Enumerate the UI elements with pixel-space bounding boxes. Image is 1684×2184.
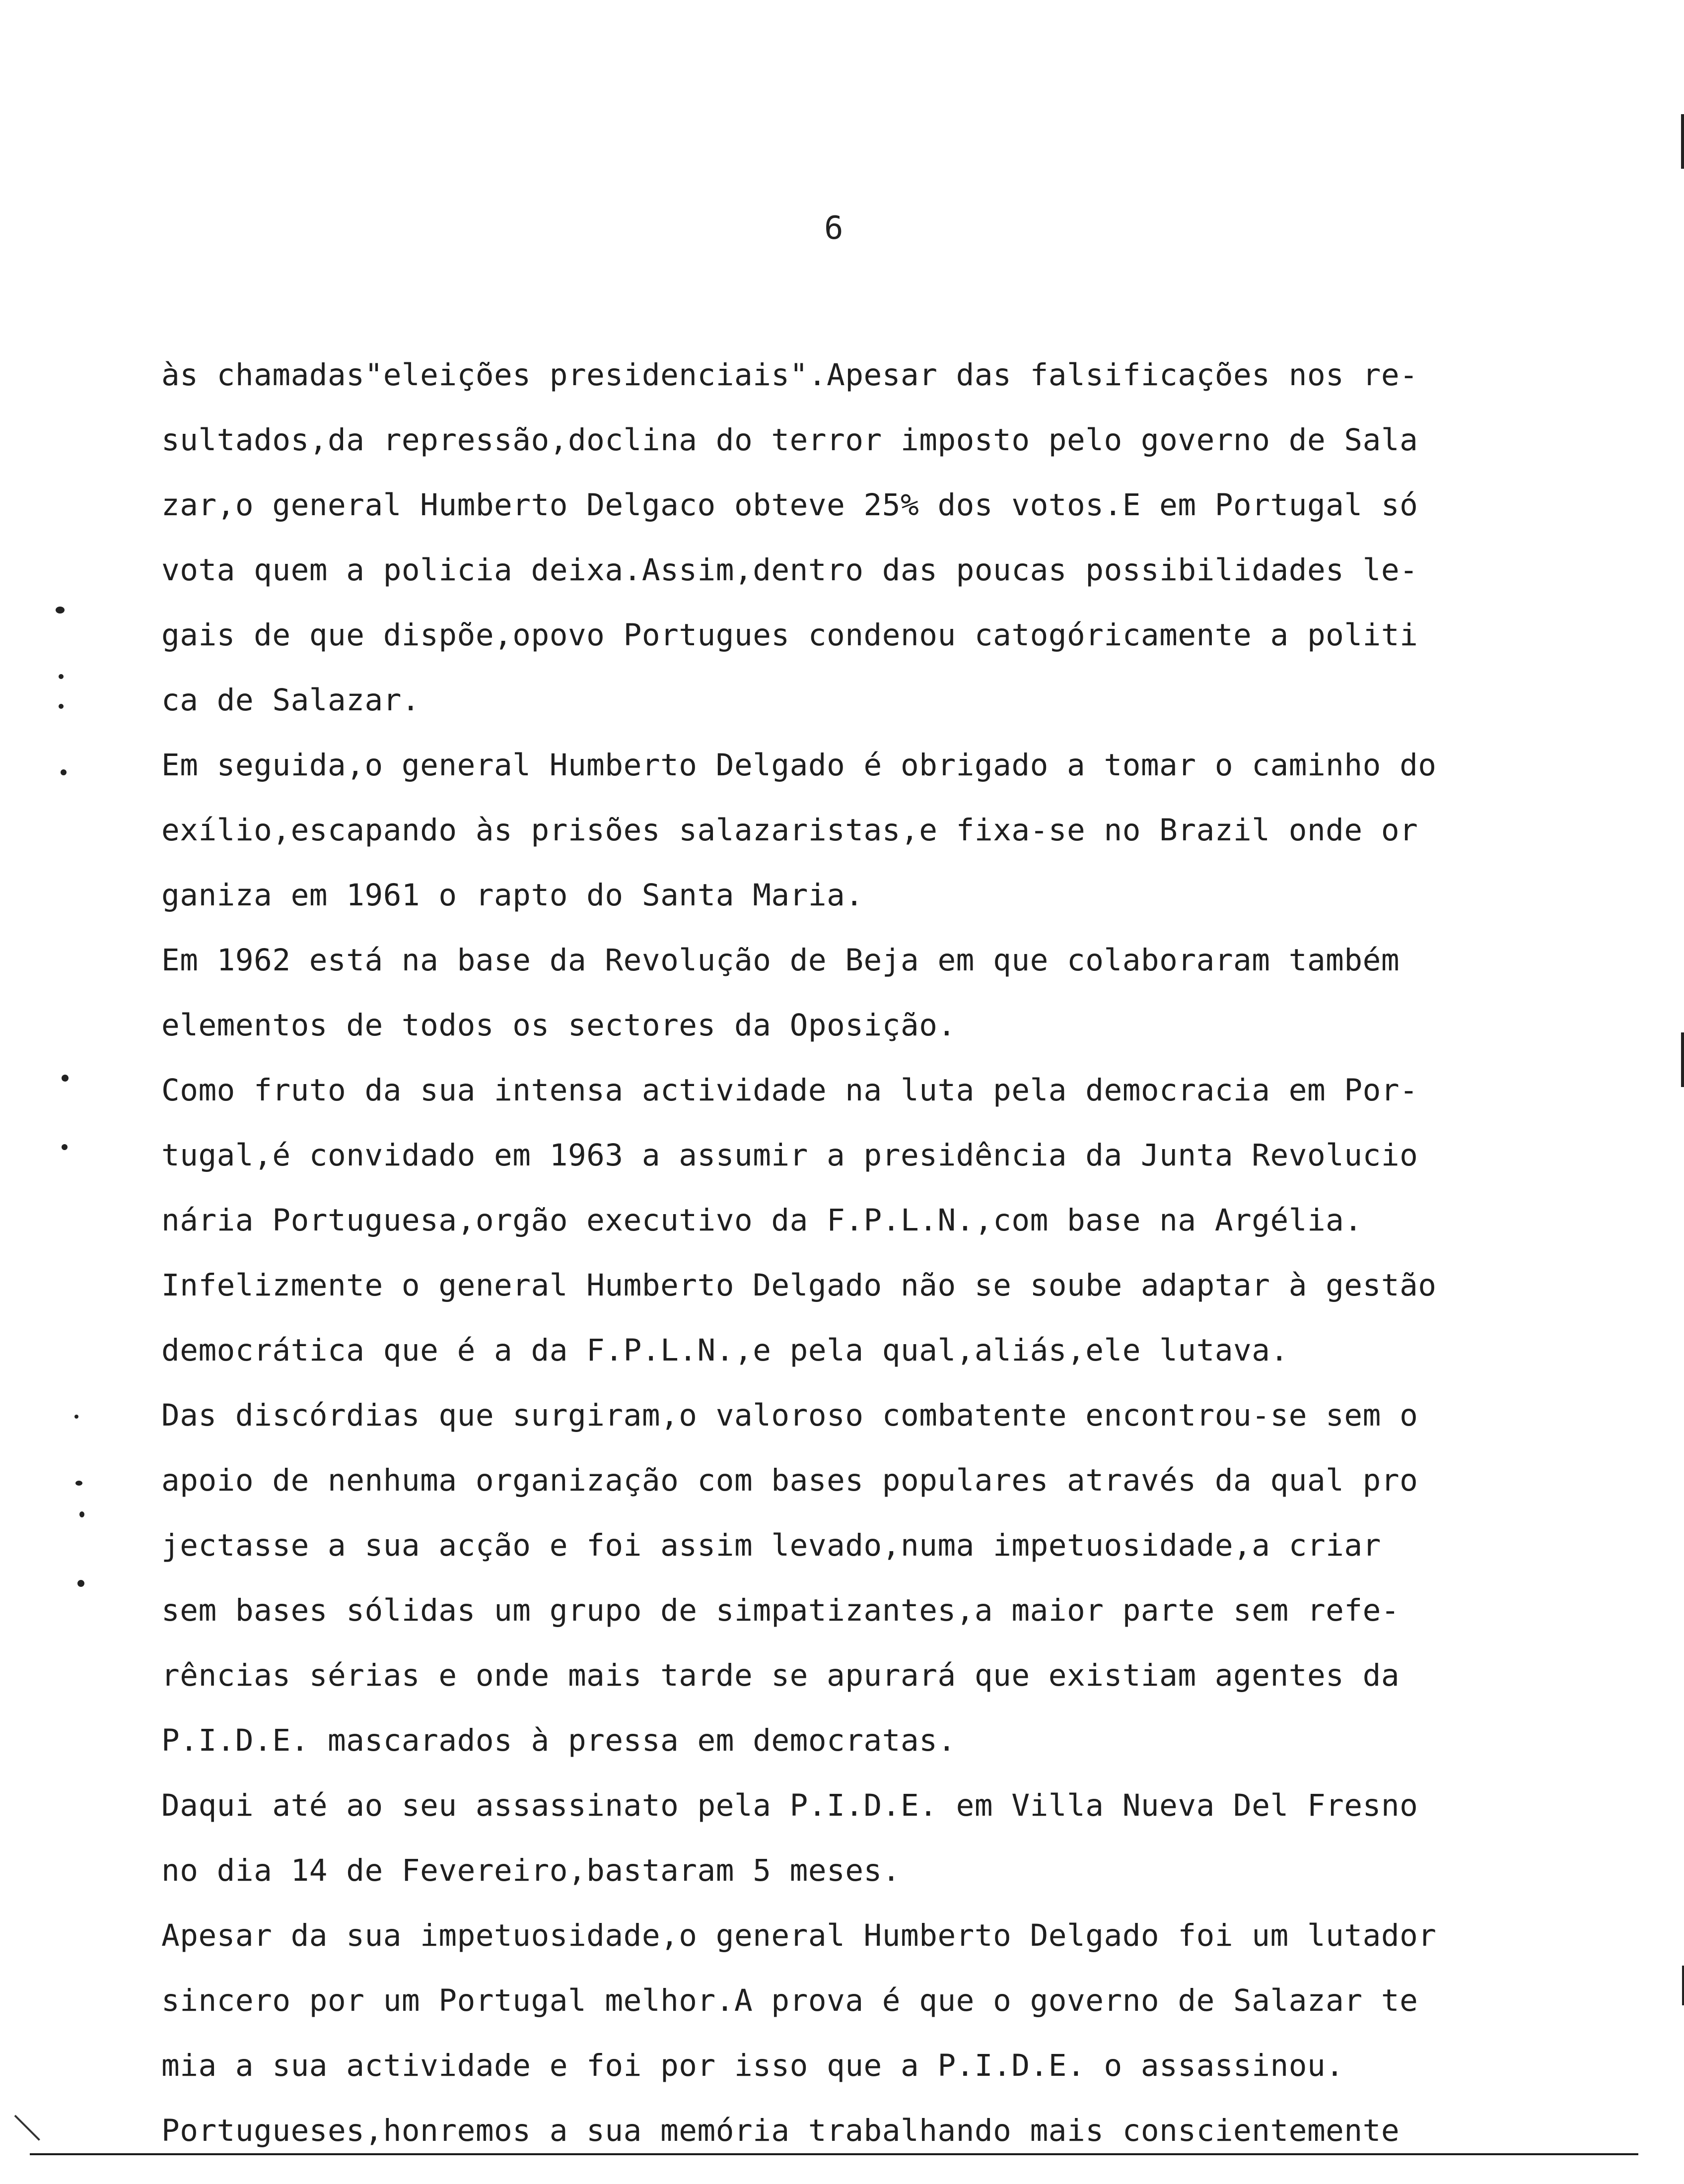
- scan-speck: [61, 769, 67, 775]
- scan-speck: [56, 607, 65, 614]
- text-line: Infelizmente o general Humberto Delgado não se soube adaptar à gestão: [161, 1268, 1437, 1303]
- text-line: Em 1962 está na base da Revolução de Beja em que colaboraram também: [161, 943, 1400, 978]
- body-text: [161, 342, 1551, 2163]
- scan-edge-mark: [1681, 1032, 1684, 1087]
- scan-speck: [79, 1511, 84, 1517]
- text-line: rências sérias e onde mais tarde se apurará que existiam agentes da: [161, 1658, 1400, 1693]
- text-line: elementos de todos os sectores da Oposição.: [161, 1008, 956, 1043]
- bottom-rule: [30, 2153, 1638, 2155]
- text-line: nária Portuguesa,orgão executivo da F.P.L.N.,com base na Argélia.: [161, 1203, 1363, 1238]
- text-line: vota quem a policia deixa.Assim,dentro das poucas possibilidades le-: [161, 552, 1418, 588]
- scan-speck: [62, 1144, 68, 1150]
- text-line: gais de que dispõe,opovo Portugues condenou catogóricamente a politi: [161, 617, 1418, 653]
- text-line: Das discórdias que surgiram,o valoroso combatente encontrou-se sem o: [161, 1398, 1418, 1433]
- text-line: Daqui até ao seu assassinato pela P.I.D.E. em Villa Nueva Del Fresno: [161, 1788, 1418, 1823]
- scan-speck: [59, 704, 64, 709]
- scan-speck: [59, 674, 64, 679]
- text-line: apoio de nenhuma organização com bases populares através da qual pro: [161, 1463, 1418, 1498]
- text-line: Apesar da sua impetuosidade,o general Humberto Delgado foi um lutador: [161, 1918, 1437, 1953]
- text-line: exílio,escapando às prisões salazaristas,e fixa-se no Brazil onde or: [161, 813, 1418, 848]
- text-line: ca de Salazar.: [161, 682, 421, 718]
- text-line: ganiza em 1961 o rapto do Santa Maria.: [161, 878, 864, 913]
- text-line: Como fruto da sua intensa actividade na luta pela democracia em Por-: [161, 1073, 1418, 1108]
- text-line: tugal,é convidado em 1963 a assumir a presidência da Junta Revolucio: [161, 1138, 1418, 1173]
- text-line: sincero por um Portugal melhor.A prova é que o governo de Salazar te: [161, 1983, 1418, 2018]
- text-line: Em seguida,o general Humberto Delgado é obrigado a tomar o caminho do: [161, 748, 1437, 783]
- scan-speck: [75, 1481, 82, 1486]
- text-line: democrática que é a da F.P.L.N.,e pela qual,aliás,ele lutava.: [161, 1333, 1289, 1368]
- text-line: no dia 14 de Fevereiro,bastaram 5 meses.: [161, 1853, 901, 1888]
- text-line: às chamadas"eleições presidenciais".Apesar das falsificações nos re-: [161, 357, 1418, 393]
- scan-edge-mark: [1682, 1966, 1684, 2005]
- scan-speck: [74, 1415, 78, 1419]
- corner-mark: [14, 2115, 40, 2141]
- text-line: sultados,da repressão,doclina do terror imposto pelo governo de Sala: [161, 422, 1418, 458]
- scan-speck: [62, 1075, 69, 1082]
- page-number: 6: [824, 210, 843, 247]
- text-line: P.I.D.E. mascarados à pressa em democratas.: [161, 1723, 956, 1758]
- scan-edge-mark: [1681, 114, 1684, 169]
- text-line: mia a sua actividade e foi por isso que a P.I.D.E. o assassinou.: [161, 2048, 1344, 2083]
- text-line: jectasse a sua acção e foi assim levado,numa impetuosidade,a criar: [161, 1528, 1381, 1563]
- scan-speck: [77, 1580, 84, 1587]
- text-line: Portugueses,honremos a sua memória trabalhando mais conscientemente: [161, 2113, 1400, 2148]
- text-line: zar,o general Humberto Delgaco obteve 25% dos votos.E em Portugal só: [161, 487, 1418, 523]
- text-line: sem bases sólidas um grupo de simpatizantes,a maior parte sem refe-: [161, 1593, 1400, 1628]
